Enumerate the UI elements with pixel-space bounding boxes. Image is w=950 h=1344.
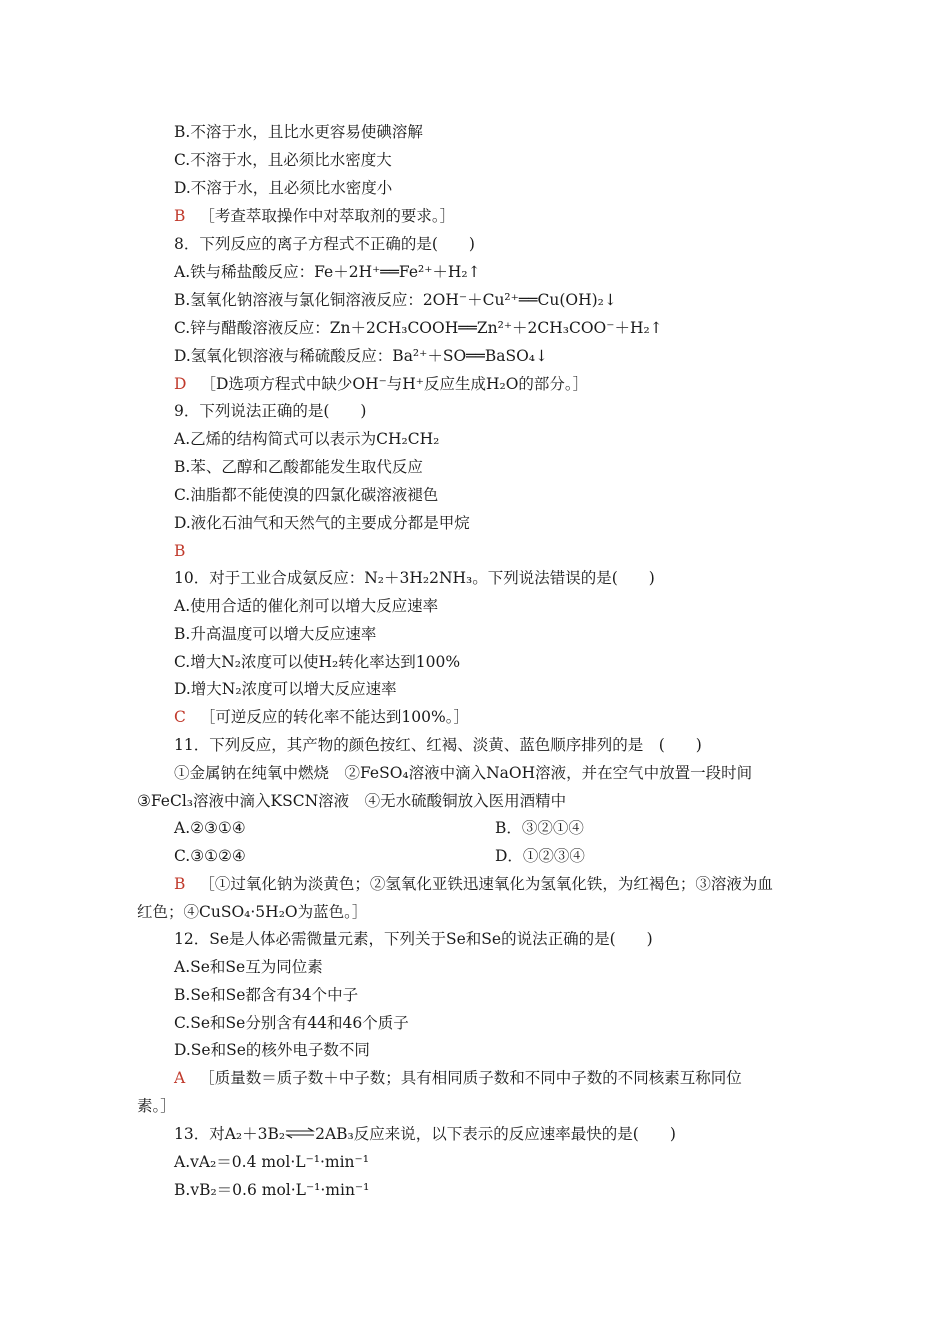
q10-answer: C	[174, 708, 186, 726]
q13-stem-left: 13．对A₂＋3B₂	[174, 1125, 286, 1143]
q9-stem: 9．下列说法正确的是( )	[174, 402, 367, 420]
q8-option-b: B.氢氧化钠溶液与氯化铜溶液反应：2OH⁻＋Cu²⁺══Cu(OH)₂↓	[174, 291, 617, 309]
q11-items-line1: ①金属钠在纯氧中燃烧 ②FeSO₄溶液中滴入NaOH溶液，并在空气中放置一段时间	[174, 764, 753, 782]
q12-explanation-2: 素。］	[137, 1097, 176, 1115]
q12-option-c: C.Se和Se分别含有44和46个质子	[174, 1014, 409, 1032]
q11-answer-line	[174, 874, 773, 894]
q11-answer: B	[174, 875, 186, 893]
q10-stem: 10．对于工业合成氨反应：N₂＋3H₂2NH₃。下列说法错误的是( )	[174, 569, 655, 587]
q8-option-c: C.锌与醋酸溶液反应：Zn＋2CH₃COOH══Zn²⁺＋2CH₃COO⁻＋H₂↑	[174, 319, 663, 337]
q11-options-row1	[174, 818, 246, 838]
q11-explanation-1: ［①过氧化钠为淡黄色；②氢氧化亚铁迅速氧化为氢氧化铁，为红褐色；③溶液为血	[199, 875, 773, 893]
q11-explanation-2: 红色；④CuSO₄·5H₂O为蓝色。］	[137, 903, 368, 921]
q8-option-a: A.铁与稀盐酸反应：Fe＋2H⁺══Fe²⁺＋H₂↑	[174, 263, 481, 281]
q13-stem-right: 2AB₃反应来说，以下表示的反应速率最快的是( )	[315, 1125, 676, 1143]
q13-option-a: A.vA₂＝0.4 mol·L⁻¹·min⁻¹	[174, 1153, 369, 1171]
q8-explanation: ［D选项方程式中缺少OH⁻与H⁺反应生成H₂O的部分。］	[200, 375, 589, 393]
q11-option-c: C.③①②④	[174, 847, 246, 865]
q12-stem: 12．Se是人体必需微量元素，下列关于Se和Se的说法正确的是( )	[174, 930, 653, 948]
q12-explanation-1: ［质量数＝质子数＋中子数；具有相同质子数和不同中子数的不同核素互称同位	[199, 1069, 742, 1087]
q13-option-b: B.vB₂＝0.6 mol·L⁻¹·min⁻¹	[174, 1181, 370, 1199]
q7-option-c: C.不溶于水，且必须比水密度大	[174, 151, 392, 169]
q10-option-a: A.使用合适的催化剂可以增大反应速率	[174, 597, 439, 615]
q9-answer: B	[174, 542, 186, 560]
q7-option-d: D.不溶于水，且必须比水密度小	[174, 179, 393, 197]
q10-option-c: C.增大N₂浓度可以使H₂转化率达到100%	[174, 653, 461, 671]
q8-answer-line	[174, 374, 588, 394]
q11-items-line2: ③FeCl₃溶液中滴入KSCN溶液 ④无水硫酸铜放入医用酒精中	[137, 792, 567, 810]
q9-option-d: D.液化石油气和天然气的主要成分都是甲烷	[174, 514, 470, 532]
q12-option-b: B.Se和Se都含有34个中子	[174, 986, 359, 1004]
q10-option-d: D.增大N₂浓度可以增大反应速率	[174, 680, 397, 698]
q10-option-b: B.升高温度可以增大反应速率	[174, 625, 377, 643]
q7-explanation: ［考查萃取操作中对萃取剂的要求。］	[199, 207, 456, 225]
q9-answer-line	[174, 541, 199, 561]
q7-answer: B	[174, 207, 186, 225]
q7-answer-line	[174, 206, 455, 226]
q8-option-d: D.氢氧化钡溶液与稀硫酸反应：Ba²⁺＋SO══BaSO₄↓	[174, 347, 548, 365]
q10-answer-line	[174, 707, 469, 727]
q11-option-b: B．③②①④	[495, 819, 584, 837]
q11-stem: 11．下列反应，其产物的颜色按红、红褐、淡黄、蓝色顺序排列的是 ( )	[174, 736, 702, 754]
q10-explanation: ［可逆反应的转化率不能达到100%。］	[199, 708, 469, 726]
q7-option-b: B.不溶于水，且比水更容易使碘溶解	[174, 123, 423, 141]
q11-option-a: A.②③①④	[174, 819, 246, 837]
q8-stem: 8．下列反应的离子方程式不正确的是( )	[174, 235, 475, 253]
q12-answer-line	[174, 1068, 742, 1088]
q9-option-b: B.苯、乙醇和乙酸都能发生取代反应	[174, 458, 423, 476]
q9-option-c: C.油脂都不能使溴的四氯化碳溶液褪色	[174, 486, 439, 504]
q13-stem	[174, 1124, 676, 1146]
q9-option-a: A.乙烯的结构简式可以表示为CH₂CH₂	[174, 430, 440, 448]
reversible-arrow-icon	[285, 1126, 315, 1146]
q8-answer: D	[174, 375, 187, 393]
q12-option-d: D.Se和Se的核外电子数不同	[174, 1041, 370, 1059]
q12-option-a: A.Se和Se互为同位素	[174, 958, 323, 976]
q12-answer: A	[174, 1069, 186, 1087]
q11-option-d: D．①②③④	[495, 847, 585, 865]
